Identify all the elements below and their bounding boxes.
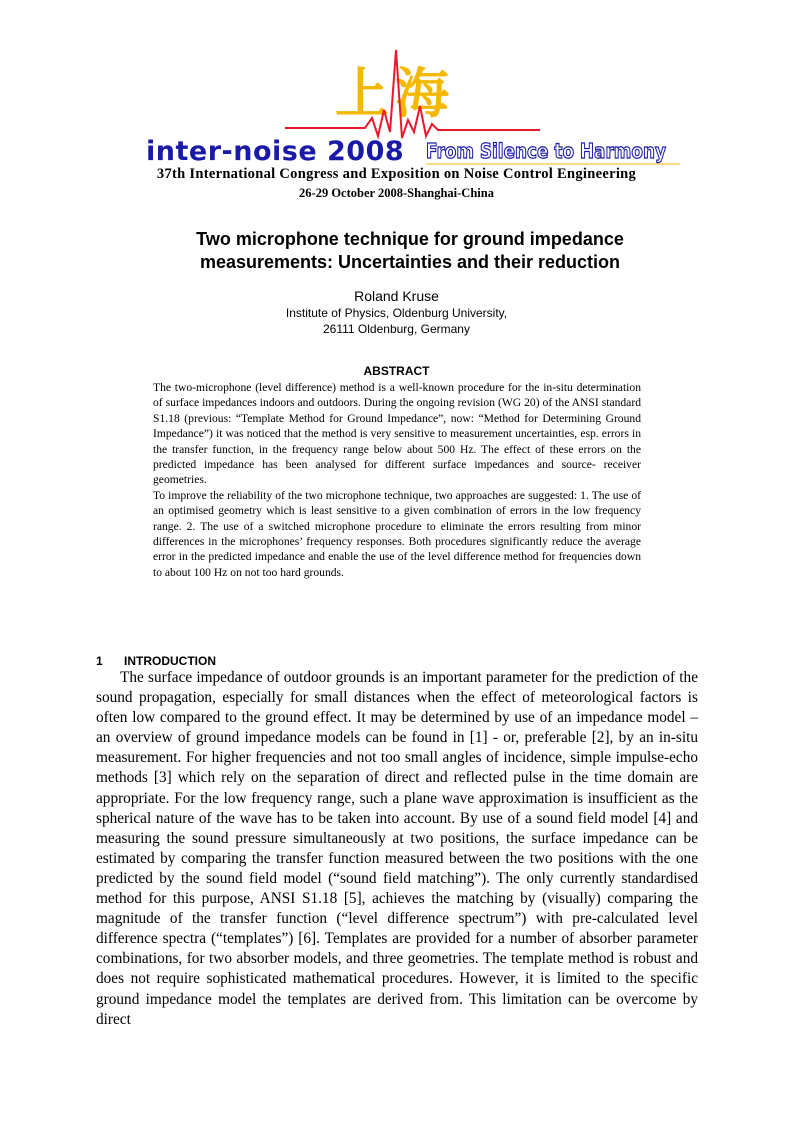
congress-title: 37th International Congress and Exposition on Noise Control Engineering: [156, 166, 637, 182]
logo-city-characters: 上海: [335, 62, 455, 125]
author-affiliation: [0, 305, 793, 337]
logo-inter-noise-text: inter-noise 2008: [146, 136, 405, 167]
introduction-paragraph: The surface impedance of outdoor grounds is an important parameter for the prediction of the sound propagation, especially for small distances when the effect of meteorological factors is often low compared to the ground effect. It may be determined by use of an impedance model – an overview of ground impedance models can be found in [1] - or, preferable [2], by an in-situ measurement. For higher frequencies and not too small angles of incidence, simple impulse-echo methods [3] which rely on the separation of direct and reflected pulse in the time domain are appropriate. For the low frequency range, such a plane wave approximation is insufficient as the spherical nature of the wave has to be taken into account. By use of a sound field model [4] and measuring the sound pressure simultaneously at two positions, the surface impedance can be estimated by comparing the transfer function measured between the two positions with the one predicted by the sound field model (“sound field matching”). The only currently standardised method for this purpose, ANSI S1.18 [5], achieves the matching by (visually) comparing the magnitude of the transfer function (“level difference spectrum”) with pre-calculated level difference spectra (“templates”) [6]. Templates are provided for a number of absorber parameter combinations, for two absorber models, and three geometries. The template method is robust and does not require sophisticated mathematical procedures. However, it is limited to the specific ground impedance model the templates are derived from. This limitation can be overcome by direct: [96, 669, 698, 1028]
abstract-paragraph-1: The two-microphone (level difference) method is a well-known procedure for the in-situ determination of surface impedances indoors and outdoors. During the ongoing revision (WG 20) of the ANSI standard S1.18 (previous: “Template Method for Ground Impedance”, now: “Method for Determining Ground Impedance”) it was noticed that the method is very sensitive to measurement uncertainties, esp. errors in the transfer function, in the frequency range below about 500 Hz. The effect of these errors on the predicted impedance has been analysed for different surface impedances and source- receiver geometries.: [153, 381, 641, 487]
paper-title-line-1: Two microphone technique for ground impedance: [196, 229, 624, 249]
paper-title: [150, 228, 670, 274]
affiliation-line-1: Institute of Physics, Oldenburg University,: [285, 306, 508, 320]
congress-date-place: 26-29 October 2008-Shanghai-China: [299, 186, 494, 200]
section-title: INTRODUCTION: [124, 654, 216, 668]
paper-title-line-2: measurements: Uncertainties and their reduction: [199, 252, 621, 272]
author-name: Roland Kruse: [354, 288, 439, 304]
affiliation-line-2: 26111 Oldenburg, Germany: [323, 322, 470, 336]
section-number: 1: [96, 654, 103, 668]
section-heading: [96, 654, 216, 668]
logo-slogan: From Silence to Harmony: [426, 139, 666, 163]
abstract-paragraph-2: To improve the reliability of the two microphone technique, two approaches are suggested: 1. The use of an optimised geometry which is least sensitive to a given combination of errors in the low frequency range. 2. The use of a switched microphone procedure to eliminate the errors resulting from minor differences in the microphones’ frequency responses. Both procedures significantly reduce the average error in the predicted impedance and enable the use of the level difference method for frequencies down to about 100 Hz on not too hard grounds.: [153, 488, 641, 579]
abstract-body: [153, 380, 641, 580]
abstract-heading: ABSTRACT: [363, 364, 430, 378]
conference-logo: [140, 40, 680, 170]
